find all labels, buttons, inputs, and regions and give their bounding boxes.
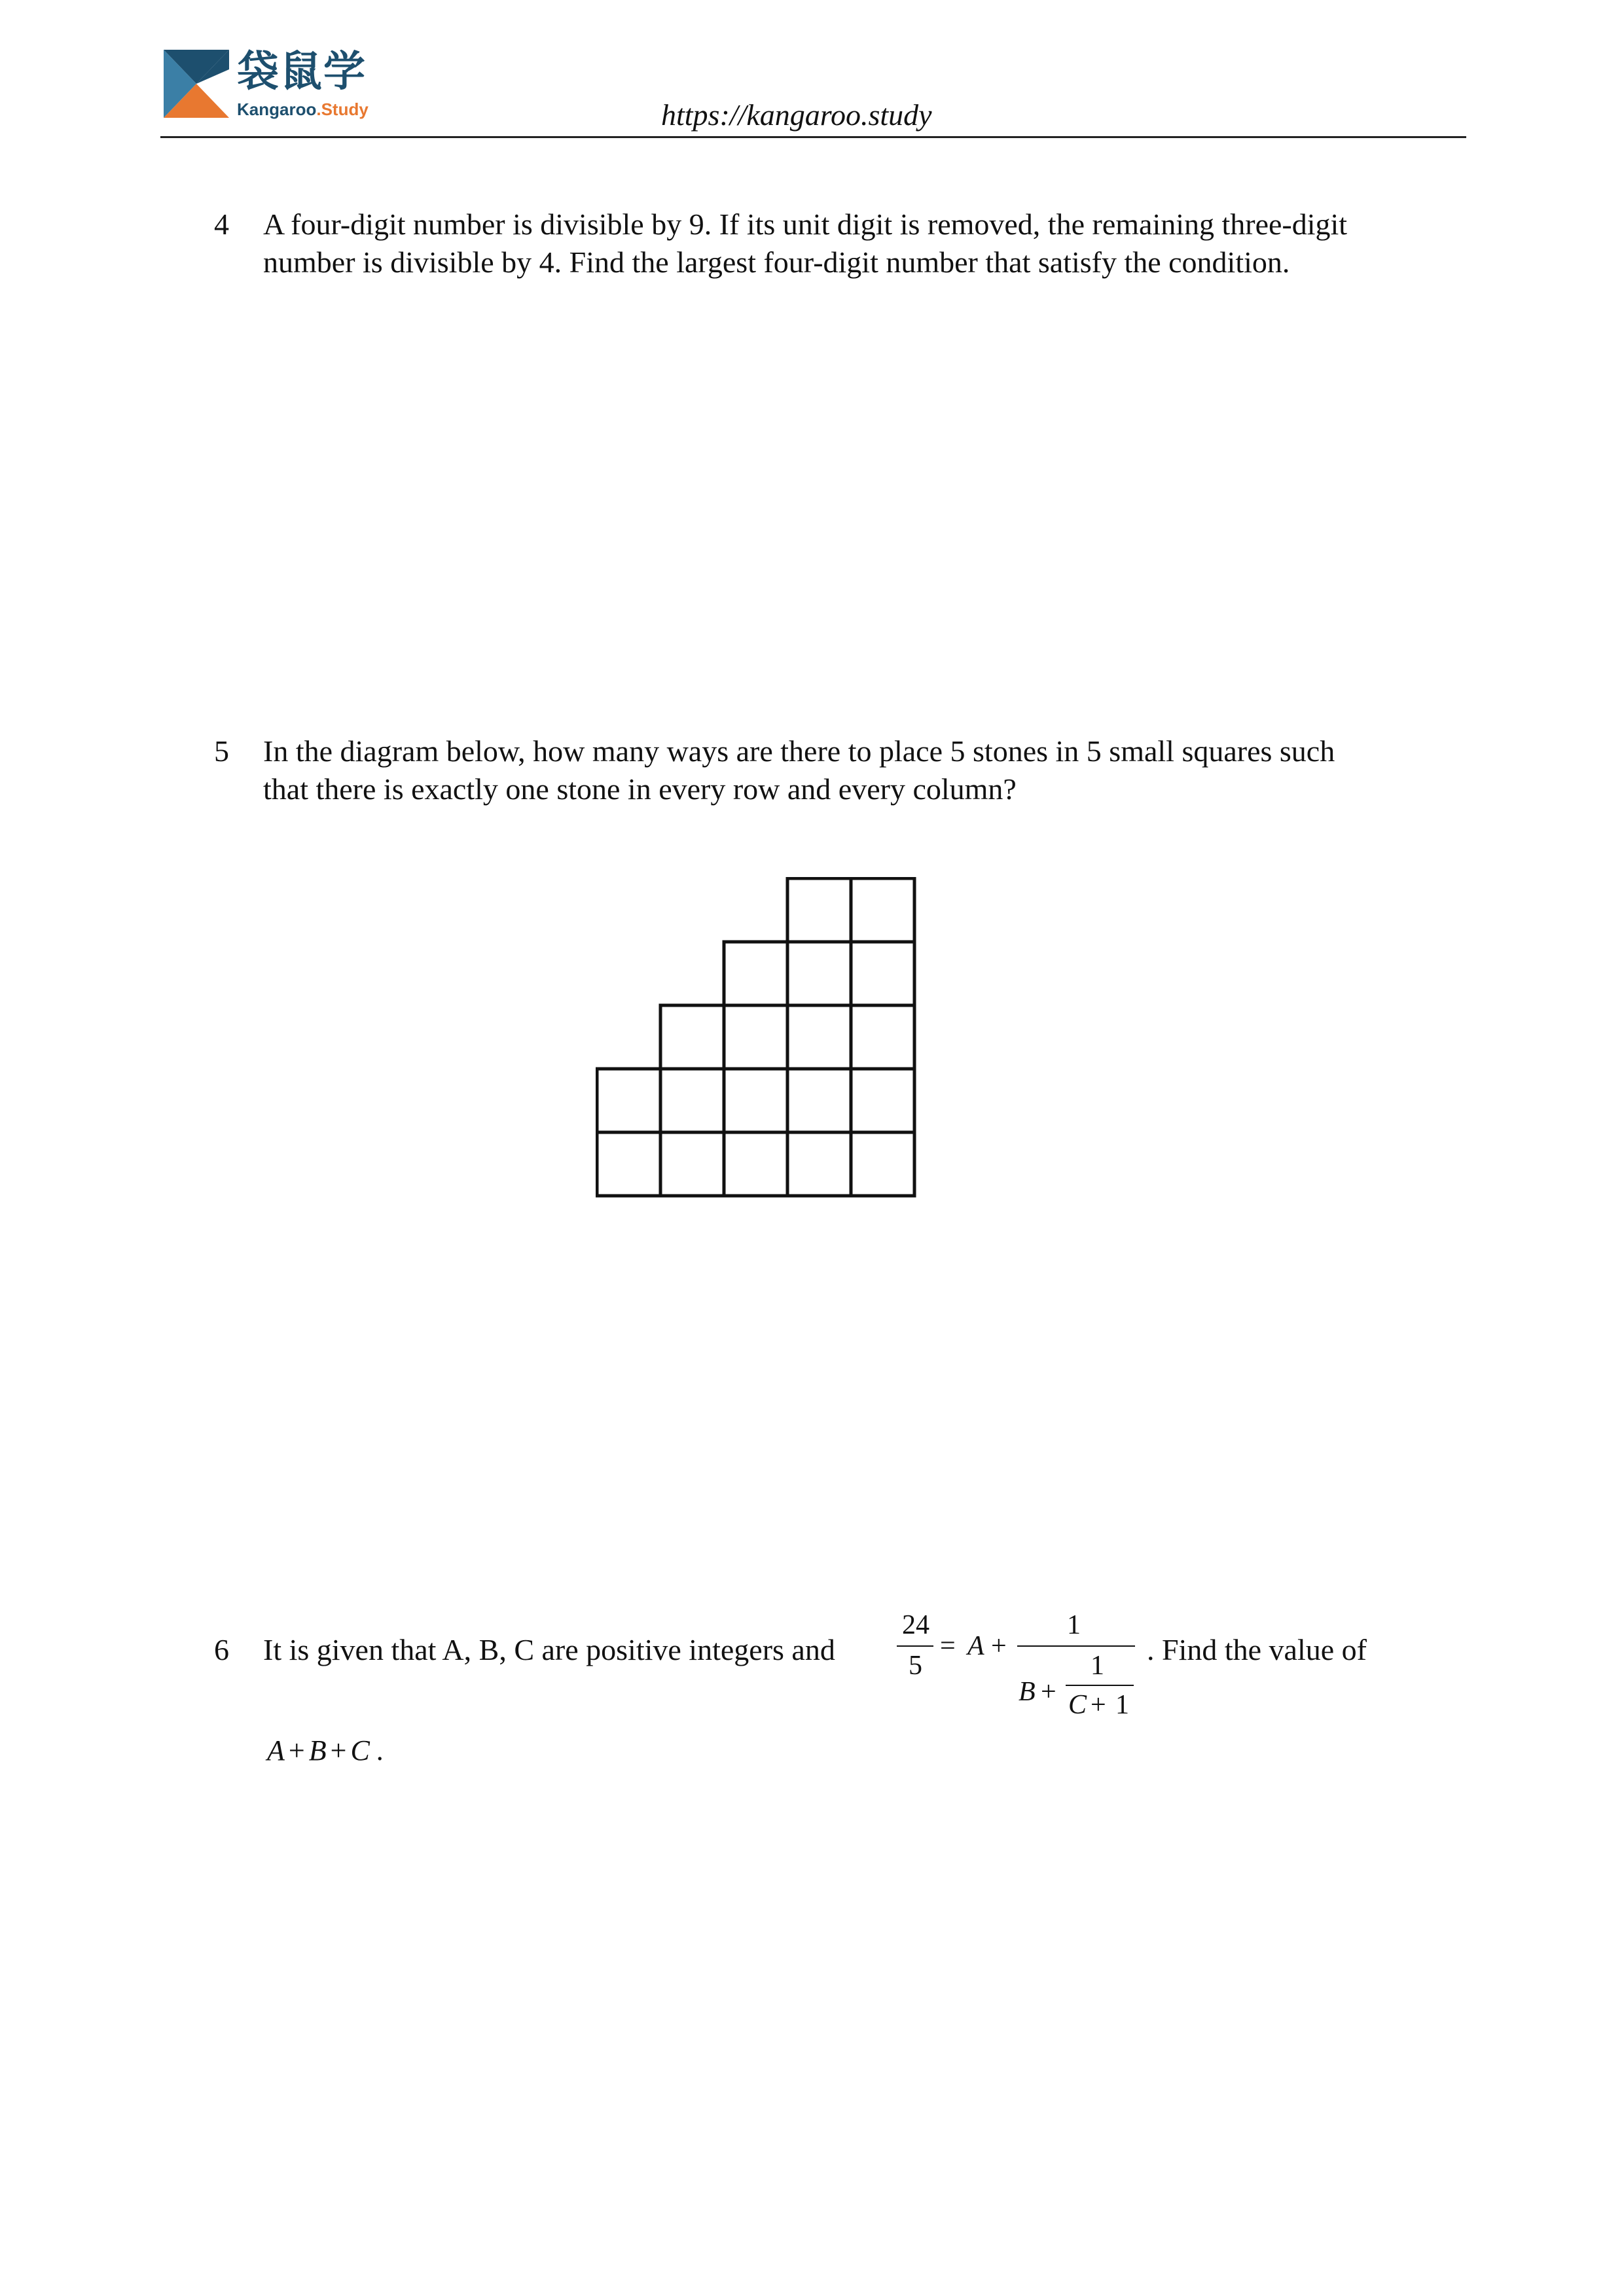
grid-cell[interactable] <box>851 942 914 1005</box>
logo-english-part1: Kangaroo <box>237 99 317 119</box>
question-6-expression <box>267 1733 384 1768</box>
numerator-2: 1 <box>1091 1651 1104 1681</box>
variable-b: B <box>1019 1677 1036 1707</box>
grid-cell[interactable] <box>660 1132 724 1196</box>
lhs-numerator: 24 <box>902 1610 929 1640</box>
logo-english-part2: .Study <box>316 99 369 119</box>
grid-cell[interactable] <box>724 1132 787 1196</box>
grid-cell[interactable] <box>660 1069 724 1132</box>
expr-c: C <box>350 1734 370 1767</box>
logo-chinese-text: 袋鼠学 <box>237 48 367 96</box>
grid-cell[interactable] <box>787 1005 851 1069</box>
grid-cell[interactable] <box>851 878 914 942</box>
question-5-line-2: that there is exactly one stone in every row and every column? <box>263 772 1017 806</box>
lhs-denominator: 5 <box>909 1651 922 1681</box>
question-5-line-1: In the diagram below, how many ways are there to place 5 stones in 5 small squares such <box>263 734 1335 768</box>
logo-mark-icon <box>164 50 229 118</box>
expr-period: . <box>376 1734 384 1767</box>
grid-cell[interactable] <box>787 1132 851 1196</box>
grid-cell[interactable] <box>787 878 851 942</box>
logo-english-text <box>237 99 369 119</box>
question-5-number: 5 <box>214 734 229 768</box>
grid-cell[interactable] <box>724 1005 787 1069</box>
question-4-number: 4 <box>214 207 229 241</box>
main-fraction-bar <box>1017 1645 1135 1647</box>
inner-fraction-bar <box>1066 1685 1134 1686</box>
equals-sign: = <box>940 1631 956 1661</box>
grid-cell[interactable] <box>597 1132 660 1196</box>
question-4-line-1: A four-digit number is divisible by 9. If its unit digit is removed, the remaining three-digit <box>263 207 1348 241</box>
variable-a: A <box>967 1631 984 1661</box>
grid-cell[interactable] <box>851 1132 914 1196</box>
staircase-grid-diagram <box>596 877 923 1204</box>
numerator-1: 1 <box>1067 1610 1081 1640</box>
grid-cell[interactable] <box>787 1069 851 1132</box>
expr-b: B <box>308 1734 327 1767</box>
lhs-fraction-bar <box>897 1645 933 1647</box>
expr-a: A <box>267 1734 285 1767</box>
inner-denominator-constant: 1 <box>1115 1690 1129 1720</box>
kangaroo-study-logo <box>164 46 380 124</box>
header-url[interactable]: https://kangaroo.study <box>661 98 932 132</box>
grid-cell[interactable] <box>724 1069 787 1132</box>
grid-cell[interactable] <box>787 942 851 1005</box>
expr-plus-2: + <box>330 1734 347 1767</box>
question-6-text-before: It is given that A, B, C are positive integers and <box>263 1633 835 1666</box>
plus-sign-2: + <box>1041 1677 1056 1707</box>
question-4-line-2: number is divisible by 4. Find the largest four-digit number that satisfy the condition. <box>263 245 1290 279</box>
grid-cell[interactable] <box>597 1069 660 1132</box>
grid-cell[interactable] <box>660 1005 724 1069</box>
plus-sign-1: + <box>991 1631 1007 1661</box>
grid-cell[interactable] <box>724 942 787 1005</box>
expr-plus-1: + <box>288 1734 305 1767</box>
plus-sign-3: + <box>1091 1690 1106 1720</box>
variable-c: C <box>1068 1690 1087 1720</box>
grid-cell[interactable] <box>851 1005 914 1069</box>
grid-cell[interactable] <box>851 1069 914 1132</box>
question-6-number: 6 <box>214 1633 229 1666</box>
question-6-text-after: . Find the value of <box>1147 1633 1367 1666</box>
header-divider <box>160 136 1466 138</box>
